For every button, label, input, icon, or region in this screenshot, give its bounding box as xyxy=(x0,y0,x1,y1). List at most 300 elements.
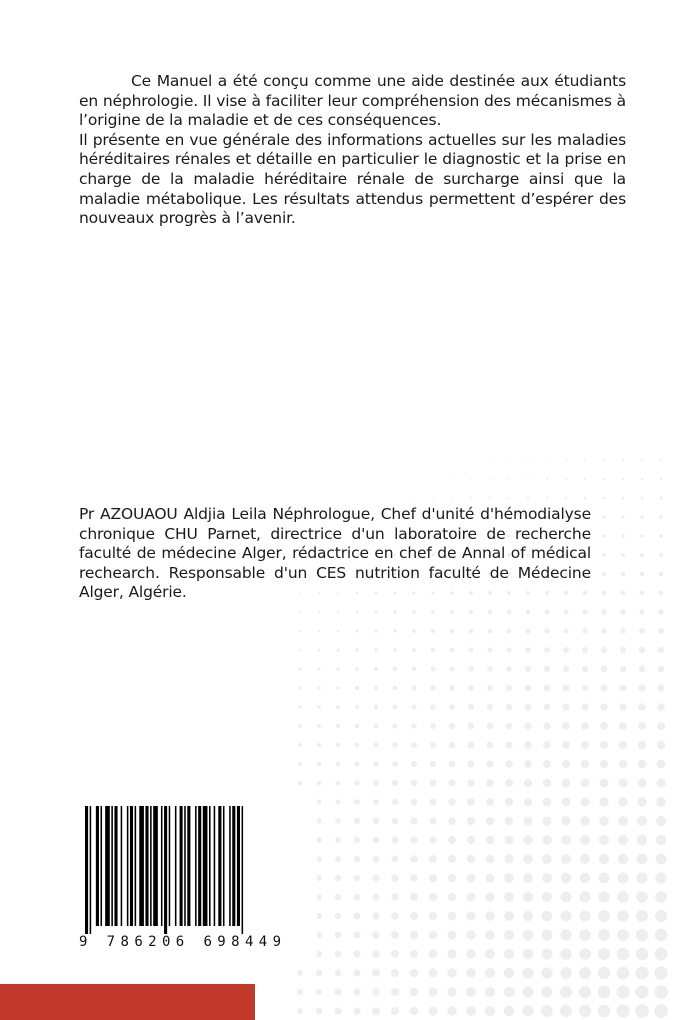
halftone-dot xyxy=(353,950,360,957)
halftone-dot xyxy=(543,741,551,749)
halftone-dot xyxy=(337,611,340,614)
halftone-dot xyxy=(318,611,320,613)
halftone-dot xyxy=(429,912,437,920)
halftone-dot xyxy=(562,798,571,807)
halftone-dot xyxy=(485,949,495,959)
halftone-dot xyxy=(449,761,456,768)
halftone-dot xyxy=(545,610,550,615)
halftone-dot xyxy=(563,666,569,672)
halftone-dot xyxy=(603,478,605,480)
halftone-dot xyxy=(560,929,571,940)
halftone-dot xyxy=(410,988,419,997)
halftone-dot xyxy=(410,931,418,939)
halftone-dot xyxy=(543,760,551,768)
halftone-dot xyxy=(470,497,472,499)
halftone-dot xyxy=(619,722,627,730)
halftone-dot xyxy=(449,685,454,690)
halftone-dot xyxy=(544,704,551,711)
halftone-dot xyxy=(618,854,629,865)
barcode-bar xyxy=(105,806,110,926)
barcode-bar xyxy=(127,806,129,926)
halftone-dot xyxy=(468,723,474,729)
halftone-dot xyxy=(581,779,590,788)
halftone-dot xyxy=(355,629,358,632)
halftone-dot xyxy=(488,610,492,614)
barcode-bar xyxy=(175,806,177,926)
halftone-dot xyxy=(505,779,513,787)
halftone-dot xyxy=(636,929,648,941)
halftone-dot xyxy=(562,722,569,729)
halftone-dot xyxy=(580,854,590,864)
halftone-dot xyxy=(617,986,630,999)
halftone-dot xyxy=(621,572,626,577)
barcode-bar xyxy=(214,806,216,926)
halftone-dot xyxy=(336,762,341,767)
halftone-dot xyxy=(638,741,646,749)
halftone-dot xyxy=(561,816,570,825)
halftone-dot xyxy=(430,761,436,767)
halftone-dot xyxy=(544,628,549,633)
barcode-bar xyxy=(229,806,231,926)
halftone-dot xyxy=(448,798,455,805)
halftone-dot xyxy=(410,1007,419,1016)
halftone-dot xyxy=(602,572,606,576)
halftone-dot xyxy=(485,911,495,921)
red-accent-band xyxy=(0,984,255,1020)
halftone-dot xyxy=(392,837,399,844)
halftone-dot xyxy=(582,609,587,614)
halftone-dot xyxy=(393,686,398,691)
halftone-dot xyxy=(429,836,437,844)
halftone-dot xyxy=(412,629,416,633)
halftone-dot xyxy=(353,969,360,976)
halftone-dot xyxy=(506,704,512,710)
halftone-dot xyxy=(600,741,608,749)
barcode-bar xyxy=(187,806,190,926)
halftone-dot xyxy=(298,781,302,785)
halftone-dot xyxy=(504,873,513,882)
halftone-dot xyxy=(622,478,624,480)
halftone-dot xyxy=(659,553,663,557)
halftone-dot xyxy=(486,798,494,806)
halftone-dot xyxy=(641,497,644,500)
halftone-dot xyxy=(298,686,301,689)
halftone-dot xyxy=(505,760,513,768)
barcode-bars xyxy=(85,806,311,934)
halftone-dot xyxy=(430,742,436,748)
halftone-dot xyxy=(541,1005,553,1017)
barcode-bar xyxy=(198,806,201,926)
halftone-dot xyxy=(297,970,303,976)
halftone-dot xyxy=(621,515,624,518)
halftone-dot xyxy=(373,742,378,747)
halftone-dot xyxy=(546,497,548,499)
halftone-dot xyxy=(353,931,360,938)
halftone-dot xyxy=(355,724,360,729)
halftone-dot xyxy=(639,609,644,614)
halftone-dot xyxy=(562,760,570,768)
halftone-dot xyxy=(579,967,591,979)
halftone-dot xyxy=(507,629,512,634)
halftone-dot xyxy=(618,778,627,787)
halftone-dot xyxy=(504,854,513,863)
halftone-dot xyxy=(544,685,550,691)
halftone-dot xyxy=(487,742,494,749)
halftone-dot xyxy=(504,968,515,979)
halftone-dot xyxy=(637,816,647,826)
halftone-dot xyxy=(525,647,531,653)
halftone-dot xyxy=(316,970,322,976)
halftone-dot xyxy=(317,743,321,747)
halftone-dot xyxy=(599,854,609,864)
halftone-dot xyxy=(504,930,514,940)
halftone-dot xyxy=(581,703,588,710)
halftone-dot xyxy=(563,647,569,653)
halftone-dot xyxy=(411,742,417,748)
halftone-dot xyxy=(620,666,627,673)
halftone-dot xyxy=(581,760,589,768)
halftone-dot xyxy=(561,835,571,845)
halftone-dot xyxy=(489,497,491,499)
halftone-dot xyxy=(639,666,646,673)
blurb-paragraph-2: Il présente en vue générale des informations actuelles sur les maladies héréditaires rénales et détaille en particulier le diagnostic et la prise en charge de la maladie héréditaire rénale de surcharge ainsi que la maladie métabolique. Les résultats attendus permettent d’espérer des nouveaux progrès à l’avenir. xyxy=(79,130,626,228)
halftone-dot xyxy=(654,985,668,999)
halftone-dot xyxy=(635,985,648,998)
halftone-dot xyxy=(316,856,322,862)
halftone-dot xyxy=(505,836,514,845)
halftone-dot xyxy=(487,704,493,710)
halftone-dot xyxy=(581,741,589,749)
halftone-dot xyxy=(599,873,610,884)
halftone-dot xyxy=(355,743,360,748)
halftone-dot xyxy=(543,722,550,729)
halftone-dot xyxy=(447,968,456,977)
halftone-dot xyxy=(580,892,591,903)
barcode-bar xyxy=(85,806,88,934)
halftone-dot xyxy=(504,911,514,921)
halftone-dot xyxy=(584,478,586,480)
halftone-dot xyxy=(353,1007,360,1014)
halftone-dot xyxy=(429,950,438,959)
halftone-dot xyxy=(412,667,417,672)
halftone-dot xyxy=(525,628,530,633)
halftone-dot xyxy=(336,686,340,690)
barcode-bar xyxy=(139,806,144,926)
halftone-dot xyxy=(542,835,551,844)
halftone-dot xyxy=(504,892,514,902)
halftone-dot xyxy=(657,760,666,769)
halftone-dot xyxy=(522,986,533,997)
halftone-dot xyxy=(636,910,648,922)
halftone-dot xyxy=(450,610,454,614)
halftone-dot xyxy=(354,818,360,824)
halftone-dot xyxy=(429,931,438,940)
halftone-dot xyxy=(373,875,380,882)
halftone-dot xyxy=(410,969,418,977)
barcode-bar xyxy=(161,806,163,926)
halftone-dot xyxy=(391,1007,399,1015)
halftone-dot xyxy=(412,610,416,614)
halftone-dot xyxy=(487,685,493,691)
halftone-dot xyxy=(298,724,302,728)
halftone-dot xyxy=(655,910,667,922)
halftone-dot xyxy=(560,986,572,998)
halftone-dot xyxy=(486,779,494,787)
halftone-dot xyxy=(410,874,418,882)
halftone-dot xyxy=(563,628,568,633)
halftone-dot xyxy=(598,986,611,999)
halftone-dot xyxy=(355,667,359,671)
halftone-dot xyxy=(582,685,589,692)
halftone-dot xyxy=(639,628,645,634)
halftone-dot xyxy=(657,722,665,730)
halftone-dot xyxy=(467,760,474,767)
halftone-dot xyxy=(429,988,438,997)
halftone-dot xyxy=(617,967,630,980)
halftone-dot xyxy=(335,989,342,996)
halftone-dot xyxy=(468,666,473,671)
halftone-dot xyxy=(602,534,606,538)
barcode-bar xyxy=(180,806,183,926)
halftone-dot xyxy=(393,629,397,633)
halftone-dot xyxy=(317,705,321,709)
barcode-bar xyxy=(101,806,103,926)
halftone-dot xyxy=(584,459,586,461)
halftone-dot xyxy=(640,591,645,596)
halftone-dot xyxy=(635,1004,649,1018)
halftone-dot xyxy=(466,930,475,939)
halftone-dot xyxy=(508,497,510,499)
halftone-dot xyxy=(467,893,476,902)
halftone-dot xyxy=(527,478,529,480)
halftone-dot xyxy=(598,1005,611,1018)
halftone-dot xyxy=(541,948,552,959)
halftone-dot xyxy=(429,798,436,805)
halftone-dot xyxy=(391,988,399,996)
halftone-dot xyxy=(448,874,456,882)
halftone-dot xyxy=(560,948,571,959)
halftone-dot xyxy=(317,762,322,767)
halftone-dot xyxy=(374,667,378,671)
halftone-dot xyxy=(655,929,668,942)
halftone-dot xyxy=(485,987,495,997)
barcode-bar xyxy=(135,806,137,926)
halftone-dot xyxy=(448,893,457,902)
halftone-dot xyxy=(508,459,509,460)
halftone-dot xyxy=(354,761,359,766)
halftone-dot xyxy=(654,966,667,979)
barcode-bar xyxy=(184,806,186,926)
halftone-dot xyxy=(411,818,418,825)
halftone-dot xyxy=(658,647,664,653)
halftone-dot xyxy=(617,910,629,922)
halftone-dot xyxy=(561,892,572,903)
halftone-dot xyxy=(318,630,321,633)
halftone-dot xyxy=(372,988,380,996)
halftone-dot xyxy=(448,779,455,786)
halftone-dot xyxy=(658,590,663,595)
halftone-dot xyxy=(598,967,610,979)
halftone-dot xyxy=(391,912,399,920)
halftone-dot xyxy=(619,741,627,749)
halftone-dot xyxy=(392,742,398,748)
halftone-dot xyxy=(392,799,398,805)
halftone-dot xyxy=(298,743,302,747)
halftone-dot xyxy=(316,837,321,842)
halftone-dot xyxy=(487,666,493,672)
halftone-dot xyxy=(299,649,302,652)
halftone-dot xyxy=(622,459,624,461)
halftone-dot xyxy=(618,835,628,845)
halftone-dot xyxy=(432,497,434,499)
halftone-dot xyxy=(524,722,531,729)
halftone-dot xyxy=(412,648,416,652)
halftone-dot xyxy=(392,818,399,825)
barcode-bar xyxy=(203,806,208,926)
halftone-dot xyxy=(449,666,454,671)
halftone-dot xyxy=(580,873,591,884)
halftone-dot xyxy=(318,649,321,652)
halftone-dot xyxy=(486,817,494,825)
halftone-dot xyxy=(579,986,591,998)
halftone-dot xyxy=(356,611,359,614)
halftone-dot xyxy=(335,799,340,804)
halftone-dot xyxy=(546,478,548,480)
halftone-dot xyxy=(541,986,552,997)
halftone-dot xyxy=(485,892,494,901)
halftone-dot xyxy=(373,856,380,863)
halftone-dot xyxy=(373,799,379,805)
halftone-dot xyxy=(297,1008,303,1014)
halftone-dot xyxy=(429,969,438,978)
halftone-dot xyxy=(562,703,569,710)
halftone-dot xyxy=(658,609,663,614)
halftone-dot xyxy=(656,835,666,845)
barcode-bar xyxy=(164,806,167,934)
halftone-dot xyxy=(658,666,665,673)
halftone-dot xyxy=(523,854,532,863)
halftone-dot xyxy=(485,873,494,882)
halftone-dot xyxy=(637,835,647,845)
halftone-dot xyxy=(600,722,608,730)
barcode-bar xyxy=(195,806,197,926)
halftone-dot xyxy=(565,497,568,500)
halftone-dot xyxy=(657,741,665,749)
halftone-dot xyxy=(541,967,552,978)
halftone-dot xyxy=(354,837,360,843)
halftone-dot xyxy=(299,668,302,671)
halftone-dot xyxy=(431,648,436,653)
halftone-dot xyxy=(393,667,397,671)
halftone-dot xyxy=(542,930,553,941)
halftone-dot xyxy=(451,497,453,499)
halftone-dot xyxy=(654,1004,668,1018)
halftone-dot xyxy=(470,478,472,480)
author-bio-text: Pr AZOUAOU Aldjia Leila Néphrologue, Chef d'unité d'hémodialyse chronique CHU Parnet, directrice d'un laboratoire de recherche faculté de médecine Alger, rédactrice en chef de Annal of médical rechearch. Responsable d'un CES nutrition faculté de Médecine Alger, Algérie. xyxy=(79,505,591,602)
halftone-dot xyxy=(600,779,609,788)
halftone-dot xyxy=(354,875,361,882)
halftone-dot xyxy=(523,930,534,941)
halftone-dot xyxy=(466,911,475,920)
halftone-dot xyxy=(411,799,418,806)
halftone-dot xyxy=(354,894,361,901)
halftone-dot xyxy=(411,780,417,786)
halftone-dot xyxy=(410,950,418,958)
halftone-dot xyxy=(524,760,532,768)
halftone-dot xyxy=(467,836,475,844)
halftone-dot xyxy=(598,948,610,960)
halftone-dot xyxy=(336,743,341,748)
halftone-dot xyxy=(489,478,491,480)
halftone-dot xyxy=(393,648,397,652)
halftone-dot xyxy=(354,799,360,805)
halftone-dot xyxy=(316,818,321,823)
halftone-dot xyxy=(655,948,668,961)
halftone-dot xyxy=(636,948,649,961)
halftone-dot xyxy=(447,949,456,958)
halftone-dot xyxy=(316,799,321,804)
halftone-dot xyxy=(372,1007,380,1015)
halftone-dot xyxy=(542,816,551,825)
halftone-dot xyxy=(411,761,417,767)
halftone-dot xyxy=(599,835,609,845)
halftone-dot xyxy=(410,855,417,862)
halftone-dot xyxy=(392,761,398,767)
halftone-dot xyxy=(582,666,588,672)
halftone-dot xyxy=(504,1006,515,1017)
barcode-bar xyxy=(130,806,133,926)
halftone-dot xyxy=(449,742,455,748)
halftone-dot xyxy=(542,911,553,922)
halftone-dot xyxy=(636,891,648,903)
halftone-dot xyxy=(603,459,605,461)
halftone-dot xyxy=(638,703,645,710)
halftone-dot xyxy=(413,497,414,498)
halftone-dot xyxy=(486,760,493,767)
halftone-dot xyxy=(429,874,437,882)
halftone-dot xyxy=(637,797,647,807)
barcode-bar xyxy=(114,806,117,926)
halftone-dot xyxy=(485,968,495,978)
halftone-dot xyxy=(355,648,358,651)
halftone-dot xyxy=(466,987,476,997)
barcode-bar xyxy=(223,806,225,926)
halftone-dot xyxy=(374,705,379,710)
halftone-dot xyxy=(354,856,360,862)
halftone-dot xyxy=(355,686,359,690)
halftone-dot xyxy=(449,704,455,710)
halftone-dot xyxy=(335,894,341,900)
halftone-dot xyxy=(504,987,515,998)
halftone-dot xyxy=(640,553,644,557)
halftone-dot xyxy=(542,892,552,902)
halftone-dot xyxy=(621,591,626,596)
halftone-dot xyxy=(372,912,379,919)
halftone-dot xyxy=(487,647,492,652)
barcode-bar xyxy=(169,806,171,926)
halftone-dot xyxy=(659,534,663,538)
halftone-dot xyxy=(657,703,665,711)
halftone-dot xyxy=(372,969,380,977)
halftone-dot xyxy=(467,798,475,806)
halftone-dot xyxy=(335,1008,342,1015)
halftone-dot xyxy=(335,818,341,824)
halftone-dot xyxy=(617,948,629,960)
halftone-dot xyxy=(506,685,512,691)
halftone-dot xyxy=(544,666,550,672)
halftone-dot xyxy=(524,779,532,787)
halftone-dot xyxy=(602,515,605,518)
